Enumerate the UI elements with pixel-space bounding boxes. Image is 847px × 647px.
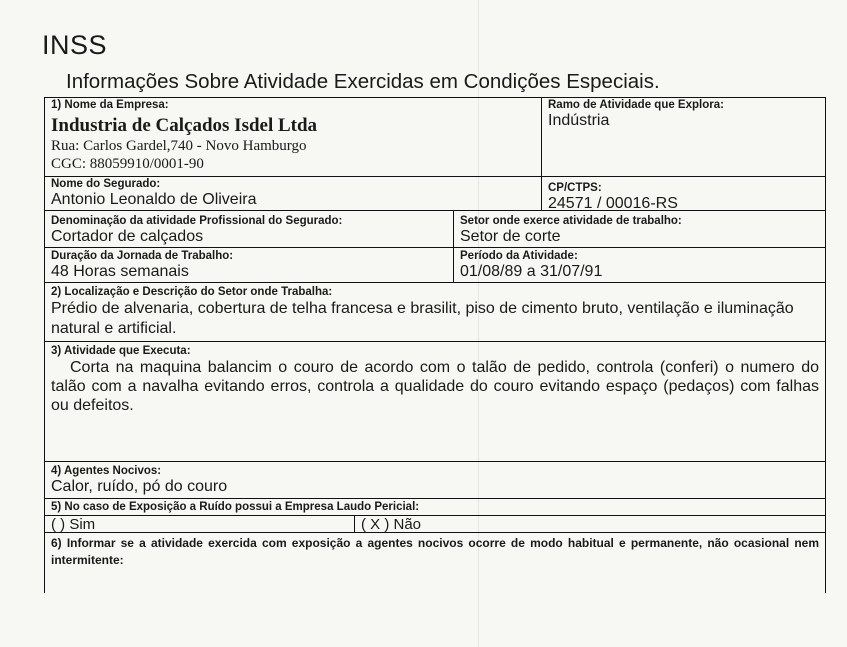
period-label: Período da Atividade: xyxy=(460,250,578,262)
row-activity xyxy=(44,342,826,462)
row-habitual xyxy=(44,533,826,593)
form-table xyxy=(44,97,826,593)
noise-yes-option: ( ) Sim xyxy=(51,516,96,532)
sector-cell xyxy=(453,211,825,247)
profession-value: Cortador de calçados xyxy=(51,228,204,245)
noise-label: 5) No caso de Exposição a Ruído possui a Empresa Laudo Pericial: xyxy=(51,501,420,513)
location-label: 2) Localização e Descrição do Setor onde Trabalha: xyxy=(51,286,333,298)
insured-value: Antonio Leonaldo de Oliveira xyxy=(51,191,257,208)
period-cell xyxy=(453,248,825,282)
row-company xyxy=(44,98,826,177)
row-agents xyxy=(44,462,826,499)
activity-label: 3) Atividade que Executa: xyxy=(51,345,191,357)
habitual-label: 6) Informar se a atividade exercida com exposição a agentes nocivos ocorre de modo habitual e permanente, não ocasional nem intermitente: xyxy=(51,536,819,567)
ctps-cell xyxy=(541,177,825,210)
activity-cell xyxy=(45,342,825,461)
insured-cell xyxy=(45,177,541,210)
company-cgc: CGC: 88059910/0001-90 xyxy=(51,156,204,172)
workload-label: Duração da Jornada de Trabalho: xyxy=(51,250,234,262)
org-title: INSS xyxy=(42,30,108,60)
location-value: Prédio de alvenaria, cobertura de telha francesa e brasilit, piso de cimento bruto, ventilação e iluminação natural e artificial. xyxy=(51,300,794,337)
branch-label: Ramo de Atividade que Explora: xyxy=(548,99,724,111)
row-location xyxy=(44,283,826,342)
insured-label: Nome do Segurado: xyxy=(51,178,161,190)
workload-value: 48 Horas semanais xyxy=(51,263,189,280)
row-noise-label xyxy=(44,499,826,516)
company-name: Industria de Calçados Isdel Ltda xyxy=(51,115,318,136)
company-cell xyxy=(45,98,541,176)
row-workload xyxy=(44,248,826,283)
row-noise-options xyxy=(44,516,826,533)
branch-cell xyxy=(541,98,825,176)
profession-label: Denominação da atividade Profissional do Segurado: xyxy=(51,215,343,227)
location-cell xyxy=(45,283,825,341)
company-address: Rua: Carlos Gardel,740 - Novo Hamburgo xyxy=(51,138,307,154)
agents-cell xyxy=(45,462,825,498)
period-value: 01/08/89 a 31/07/91 xyxy=(460,263,603,280)
agents-label: 4) Agentes Nocivos: xyxy=(51,465,162,477)
ctps-label: CP/CTPS: xyxy=(548,182,602,194)
workload-cell xyxy=(45,248,453,282)
ctps-value: 24571 / 00016-RS xyxy=(548,195,678,210)
row-insured xyxy=(44,177,826,211)
activity-value: Corta na maquina balancim o couro de acordo com o talão de pedido, controla (conferi) o numero do talão com a navalha evitando erros, controla a qualidade do couro evitando espaço (pedaços) com falhas ou defeitos. xyxy=(51,359,819,414)
sector-label: Setor onde exerce atividade de trabalho: xyxy=(460,215,682,227)
noise-no-option: ( X ) Não xyxy=(361,516,422,532)
noise-no-cell xyxy=(354,516,825,532)
company-label: 1) Nome da Empresa: xyxy=(51,99,169,111)
branch-value: Indústria xyxy=(548,112,610,129)
noise-label-cell xyxy=(45,499,825,515)
noise-yes-cell xyxy=(45,516,354,532)
row-profession xyxy=(44,211,826,248)
agents-value: Calor, ruído, pó do couro xyxy=(51,478,228,495)
sector-value: Setor de corte xyxy=(460,228,561,245)
form-title: Informações Sobre Atividade Exercidas em Condições Especiais. xyxy=(66,70,660,93)
profession-cell xyxy=(45,211,453,247)
habitual-cell xyxy=(45,533,825,593)
